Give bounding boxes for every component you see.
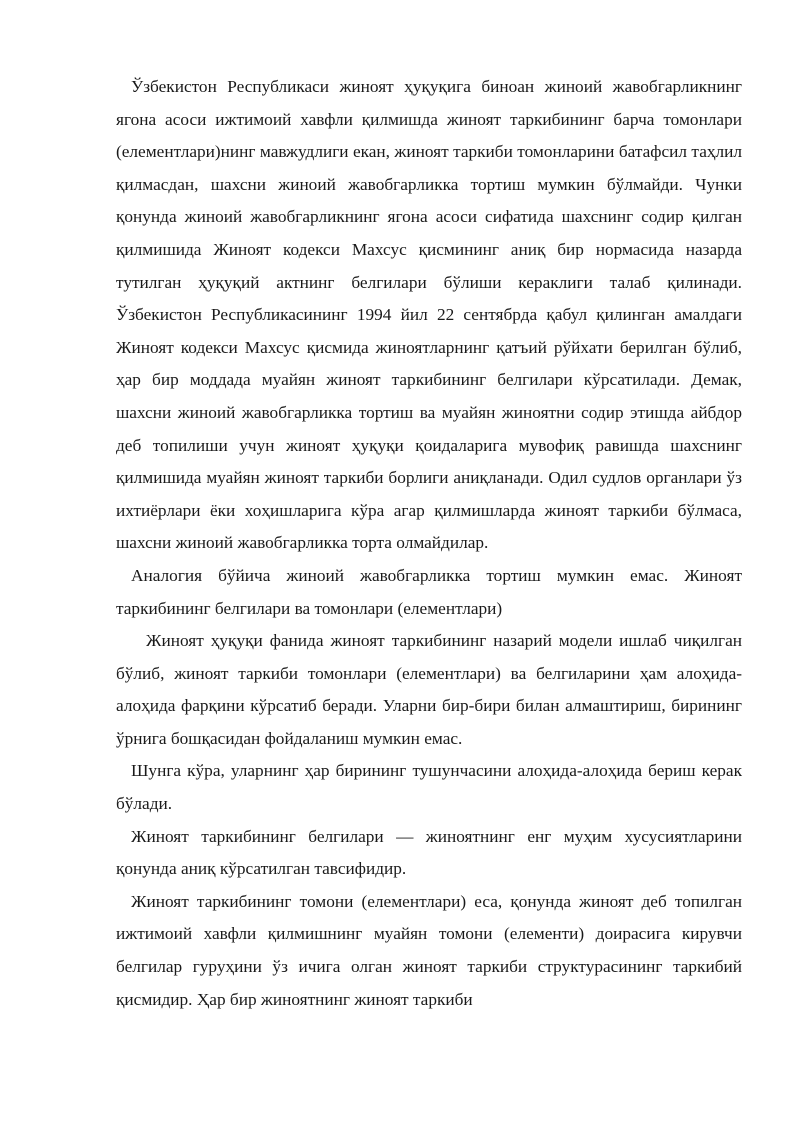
paragraph-6: Жиноят таркибининг томони (елементлари) еса, қонунда жиноят деб топилган ижтимоий хавфли қилмишнинг муайян томони (елементи) доирасига кирувчи белгилар гуруҳини ўз ичига олган жиноят таркиби структурасининг таркибий қисмидир. Ҳар бир жиноятнинг жиноят таркиби: [116, 891, 742, 1009]
paragraph-5: Жиноят таркибининг белгилари — жиноятнинг енг муҳим хусусиятларини қонунда аниқ кўрсатилган тавсифидир.: [116, 826, 742, 879]
paragraph-4: Шунга кўра, уларнинг ҳар бирининг тушунчасини алоҳида-алоҳида бериш керак бўлади.: [116, 761, 742, 814]
document-body: [116, 71, 742, 1016]
paragraph-1: Ўзбекистон Республикаси жиноят ҳуқуқига биноан жиноий жавобгарликнинг ягона асоси ижтимоий хавфли қилмишда жиноят таркибининг барча томонлари (елементлари)нинг мавжудлиги екан, жиноят таркиби томонларини батафсил таҳлил қилмасдан, шахсни жиноий жавобгарликка тортиш мумкин бўлмайди. Чунки қонунда жиноий жавобгарликнинг ягона асоси сифатида шахснинг содир қилган қилмишида Жиноят кодекси Махсус қисмининг аниқ бир нормасида назарда тутилган ҳуқуқий актнинг белгилари бўлиши кераклиги талаб қилинади. Ўзбекистон Республикасининг 1994 йил 22 сентябрда қабул қилинган амалдаги Жиноят кодекси Махсус қисмида жиноятларнинг қатъий рўйхати берилган бўлиб, ҳар бир моддада муайян жиноят таркибининг белгилари кўрсатилади. Демак, шахсни жиноий жавобгарликка тортиш ва муайян жиноятни содир этишда айбдор деб топилиши учун жиноят ҳуқуқи қоидаларига мувофиқ равишда шахснинг қилмишида муайян жиноят таркиби борлиги аниқланади. Одил судлов органлари ўз ихтиёрлари ёки хоҳишларига кўра агар қилмишларда жиноят таркиби бўлмаса, шахсни жиноий жавобгарликка торта олмайдилар.: [116, 77, 742, 553]
paragraph-2: Аналогия бўйича жиноий жавобгарликка тортиш мумкин емас. Жиноят таркибининг белгилари ва томонлари (елементлари): [116, 565, 742, 618]
paragraph-3: Жиноят ҳуқуқи фанида жиноят таркибининг назарий модели ишлаб чиқилган бўлиб, жиноят таркиби томонлари (елементлари) ва белгиларини ҳам алоҳида-алоҳида фарқини кўрсатиб беради. Уларни бир-бири билан алмаштириш, бирининг ўрнига бошқасидан фойдаланиш мумкин емас.: [116, 631, 742, 748]
